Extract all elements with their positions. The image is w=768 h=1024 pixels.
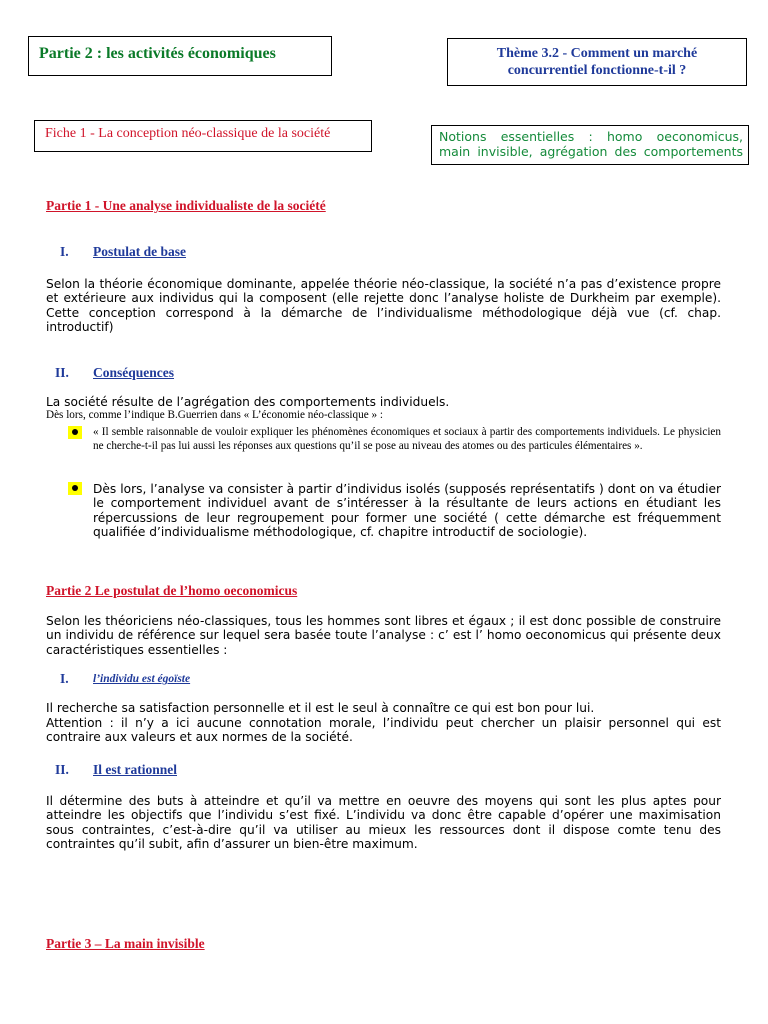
section-title-rationnel: Il est rationnel: [93, 762, 177, 777]
theme-line-2: concurrentiel fonctionne-t-il ?: [507, 63, 687, 78]
bullet-icon: [68, 426, 82, 439]
section-title-egoiste: l’individu est égoïste: [93, 673, 191, 685]
theme-line-1: Thème 3.2 - Comment un marché: [496, 46, 698, 61]
theme-title: [448, 45, 746, 79]
partie-title: Partie 2 : les activités économiques: [39, 45, 276, 62]
section-number: I.: [60, 244, 69, 259]
partie-3-heading: Partie 3 – La main invisible: [46, 936, 205, 951]
section-title-postulat: Postulat de base: [93, 244, 187, 259]
rationnel-paragraph: Il détermine des buts à atteindre et qu’il va mettre en oeuvre des moyens qui sont les plus aptes pour atteindre les objectifs que l’individu s’est fixé. L’individu va donc être capable d’opérer une maximisation sous contraintes, c’est-à-dire qu’il va utiliser au mieux les ressources dont il dispose comte tenu des contraintes qu’il subit, afin d’assurer un bien-être maximum.: [46, 794, 721, 851]
partie-2-heading: Partie 2 Le postulat de l’homo oeconomicus: [46, 583, 298, 598]
analyse-paragraph: Dès lors, l’analyse va consister à partir d’individus isolés (supposés représentatifs ) dont on va étudier le comportement individuel avant de s’intéresser à la résultante de leurs actions en étudiant les répercussions de leur regroupement pour former une société ( cette démarche est fréquemment qualifiée d’individualisme méthodologique, cf. chapitre introductif de sociologie).: [93, 482, 721, 539]
theme-box: [447, 38, 747, 86]
fiche-box: [34, 120, 372, 152]
notions-text: [432, 126, 748, 159]
notions-line-1: Notions essentielles : homo oeconomicus,: [439, 129, 743, 144]
partie-1-heading: Partie 1 - Une analyse individualiste de la société: [46, 198, 326, 213]
section-title-consequences: Conséquences: [93, 365, 175, 380]
section-number: I.: [60, 671, 69, 686]
notions-line-2: main invisible, agrégation des comportements: [439, 144, 743, 159]
agregation-line: La société résulte de l’agrégation des comportements individuels.: [46, 395, 450, 409]
attention-paragraph: Attention : il n’y a ici aucune connotation morale, l’individu peut chercher un plaisir personnel qui est contraire aux valeurs et aux normes de la société.: [46, 716, 721, 745]
guerrien-line: Dès lors, comme l’indique B.Guerrien dans « L’économie néo-classique » :: [46, 409, 383, 421]
notions-box: [431, 125, 749, 165]
postulat-paragraph: Selon la théorie économique dominante, appelée théorie néo-classique, la société n’a pas d’existence propre et extérieure aux individus qui la composent (elle rejette donc l’analyse holiste de Durkheim par exemple). Cette conception correspond à la démarche de l’individualisme méthodologique déjà vue (cf. chap. introductif): [46, 277, 721, 334]
guerrien-quote: « Il semble raisonnable de vouloir expliquer les phénomènes économiques et sociaux à partir des comportements individuels. Le physicien ne cherche-t-il pas lui aussi les réponses aux questions qu’il se pose au niveau des atomes ou des particules élémentaires ».: [93, 426, 721, 452]
homo-oeconomicus-intro: Selon les théoriciens néo-classiques, tous les hommes sont libres et égaux ; il est donc possible de construire un individu de référence sur lequel sera basée toute l’analyse : c’ est l’ homo oeconomicus qui présente deux caractéristiques essentielles :: [46, 614, 721, 657]
section-number: II.: [55, 762, 69, 777]
partie-box: [28, 36, 332, 76]
section-number: II.: [55, 365, 69, 380]
bullet-icon: [68, 482, 82, 495]
satisfaction-line: Il recherche sa satisfaction personnelle et il est le seul à connaître ce qui est bon pour lui.: [46, 701, 595, 715]
fiche-title: Fiche 1 - La conception néo-classique de la société: [45, 126, 331, 141]
